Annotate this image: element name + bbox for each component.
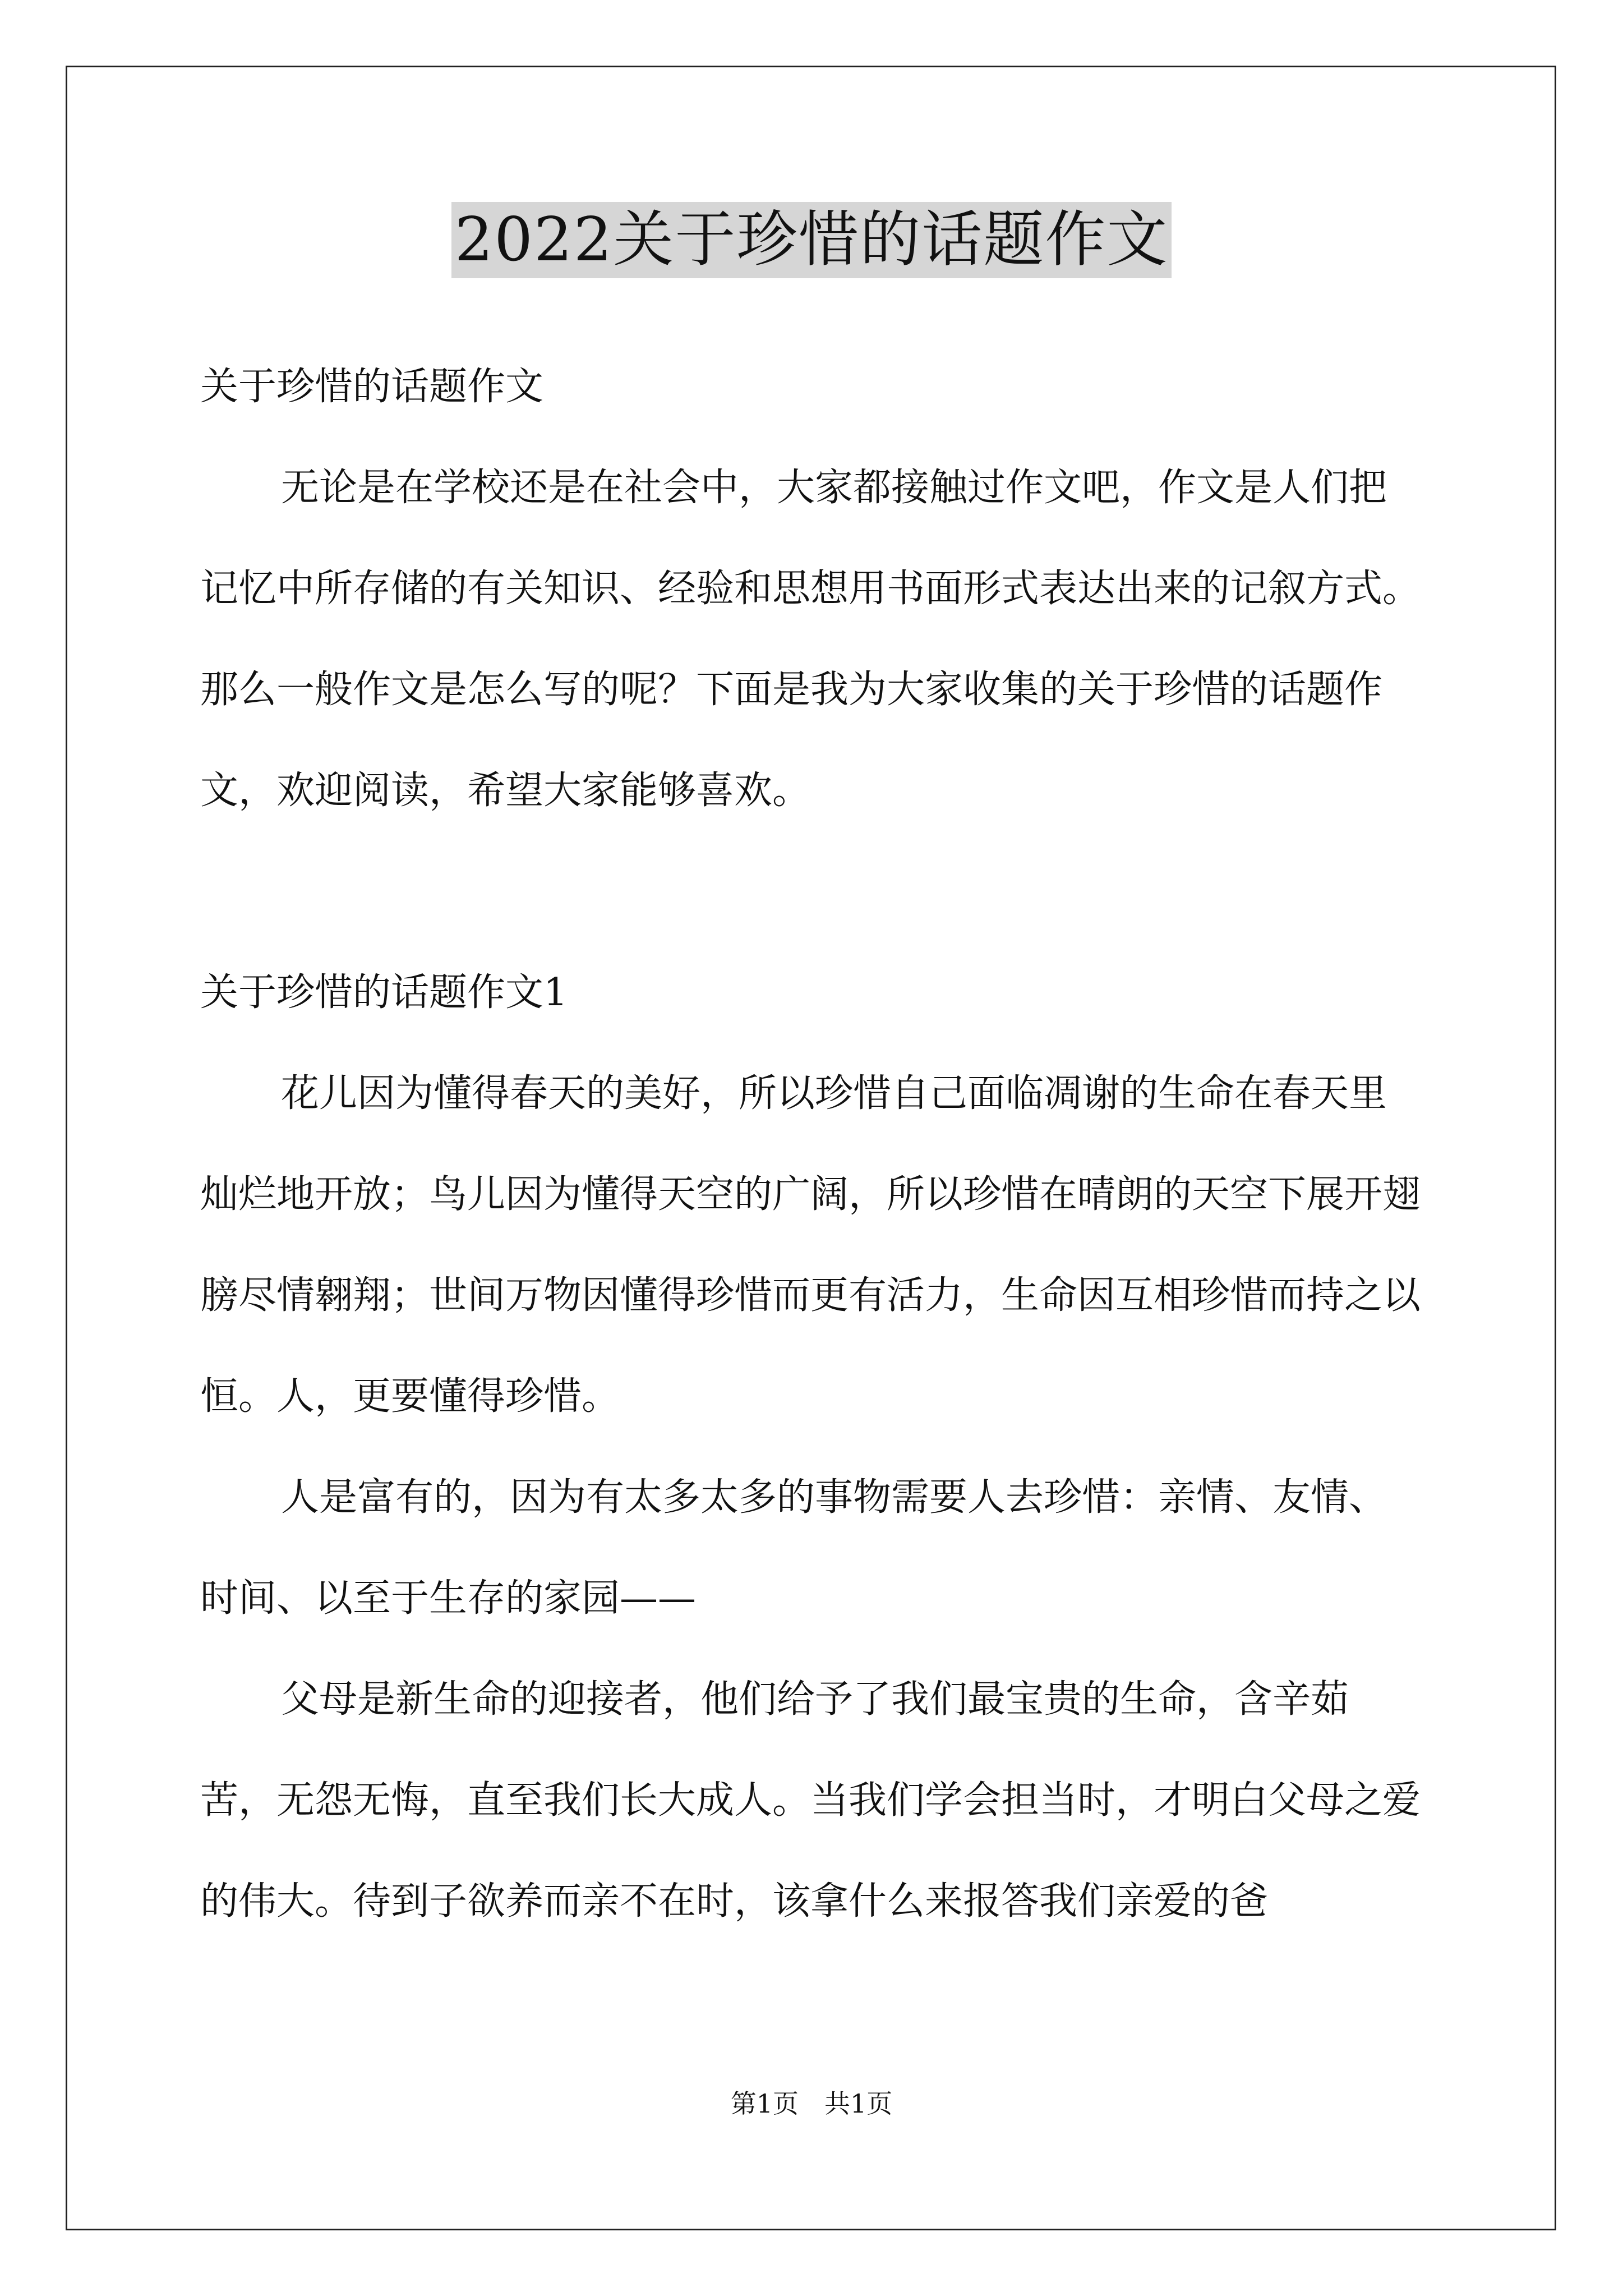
body-paragraph: 花儿因为懂得春天的美好，所以珍惜自己面临凋谢的生命在春天里灿烂地开放；鸟儿因为懂得天空的广阔，所以珍惜在晴朗的天空下展开翅膀尽情翱翔；世间万物因懂得珍惜而更有活力，生命因互相珍惜而持之以恒。人，更要懂得珍惜。 bbox=[200, 1071, 1421, 1419]
page-footer: 第1页 共1页 bbox=[730, 2088, 893, 2119]
section-spacer bbox=[200, 841, 1423, 942]
intro-paragraph: 无论是在学校还是在社会中，大家都接触过作文吧，作文是人们把记忆中所存储的有关知识、经验和思想用书面形式表达出来的记叙方式。那么一般作文是怎么写的呢？下面是我为大家收集的关于珍惜的话题作文，欢迎阅读，希望大家能够喜欢。 bbox=[200, 466, 1421, 813]
title-container bbox=[0, 202, 1623, 278]
section-heading: 关于珍惜的话题作文 bbox=[200, 365, 544, 409]
section-heading: 关于珍惜的话题作文1 bbox=[200, 970, 568, 1015]
body-paragraph: 父母是新生命的迎接者，他们给予了我们最宝贵的生命，含辛茹苦，无怨无悔，直至我们长大成人。当我们学会担当时，才明白父母之爱的伟大。待到子欲养而亲不在时，该拿什么来报答我们亲爱的爸 bbox=[200, 1677, 1421, 1924]
body-paragraph: 人是富有的，因为有太多太多的事物需要人去珍惜：亲情、友情、时间、以至于生存的家园—— bbox=[200, 1475, 1387, 1621]
document-title: 2022关于珍惜的话题作文 bbox=[451, 202, 1172, 278]
document-body bbox=[200, 337, 1423, 1952]
